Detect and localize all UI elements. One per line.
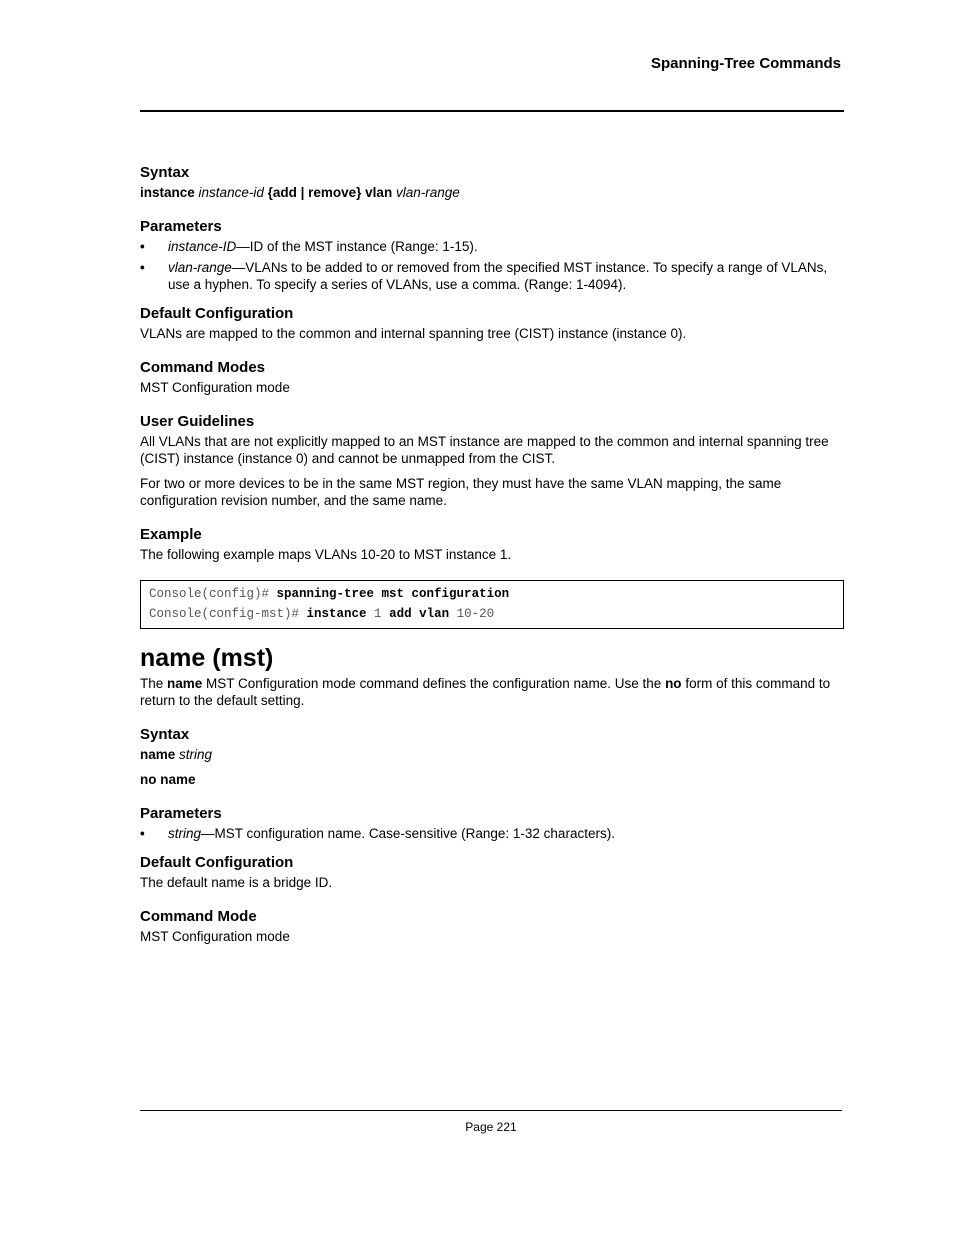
code-prompt: Console(config)# [149,587,277,601]
command-modes-heading: Command Modes [140,359,266,376]
bullet-icon: • [140,239,145,254]
footer-rule [140,1110,842,1111]
parameters-heading: Parameters [140,805,222,822]
intro-text: The [140,676,168,691]
parameters-heading: Parameters [140,218,222,235]
parameter-term: instance-ID [168,239,237,254]
command-mode-heading: Command Mode [140,908,257,925]
code-line [149,584,835,604]
page-number: Page 221 [465,1120,517,1134]
syntax-keyword: {add | remove} vlan [267,185,393,200]
section-title: name (mst) [140,644,274,672]
user-guidelines-heading: User Guidelines [140,413,255,430]
command-mode-text: MST Configuration mode [140,929,290,944]
parameter-term: vlan-range [168,260,232,275]
parameter-list [140,825,844,842]
syntax-heading: Syntax [140,726,190,743]
code-prompt: Console(config-mst)# [149,607,307,621]
syntax-argument: instance-id [198,185,264,200]
guideline-paragraph: All VLANs that are not explicitly mapped to an MST instance are mapped to the common and internal spanning tree (CIST) instance (instance 0) and cannot be unmapped from the CIST. [140,434,829,466]
code-command: spanning-tree mst configuration [276,587,510,601]
bullet-icon: • [140,260,145,275]
syntax-keyword: name [140,747,176,762]
bullet-icon: • [140,826,145,841]
intro-keyword: no [665,676,682,691]
syntax-line: no name [140,772,196,787]
parameter-desc: —MST configuration name. Case-sensitive (Range: 1-32 characters). [201,826,615,841]
list-item [140,238,844,255]
code-command: add vlan [389,607,450,621]
example-heading: Example [140,526,202,543]
code-line [149,604,835,624]
intro-text: form of this command to return to the default setting. [140,676,831,708]
default-config-heading: Default Configuration [140,305,294,322]
parameter-list [140,238,844,293]
page-content [140,164,844,945]
intro-text: MST Configuration mode command defines the configuration name. Use the [202,676,666,691]
default-config-heading: Default Configuration [140,854,294,871]
running-header: Spanning-Tree Commands [650,55,841,72]
syntax-keyword: instance [140,185,195,200]
syntax-heading: Syntax [140,164,190,181]
code-argument: 1 [366,607,390,621]
example-text: The following example maps VLANs 10-20 to MST instance 1. [140,547,512,562]
header-rule [140,110,844,112]
default-config-text: The default name is a bridge ID. [140,875,333,890]
default-config-text: VLANs are mapped to the common and internal spanning tree (CIST) instance (instance 0). [140,326,687,341]
command-modes-text: MST Configuration mode [140,380,290,395]
parameter-desc: —VLANs to be added to or removed from the specified MST instance. To specify a range of VLANs, use a hyphen. To specify a series of VLANs, use a comma. (Range: 1-4094). [168,260,828,292]
syntax-argument: vlan-range [395,185,460,200]
list-item [140,259,844,293]
section-intro [140,675,844,709]
code-command: instance [306,607,367,621]
syntax-argument: string [179,747,213,762]
parameter-desc: —ID of the MST instance (Range: 1-15). [236,239,478,254]
syntax-line [140,746,844,763]
syntax-line [140,184,844,201]
list-item [140,825,844,842]
parameter-term: string [168,826,202,841]
guideline-paragraph: For two or more devices to be in the same MST region, they must have the same VLAN mapping, the same configuration revision number, and the same name. [140,476,782,508]
code-example-box [140,580,844,629]
code-argument: 10-20 [449,607,495,621]
intro-keyword: name [167,676,203,691]
